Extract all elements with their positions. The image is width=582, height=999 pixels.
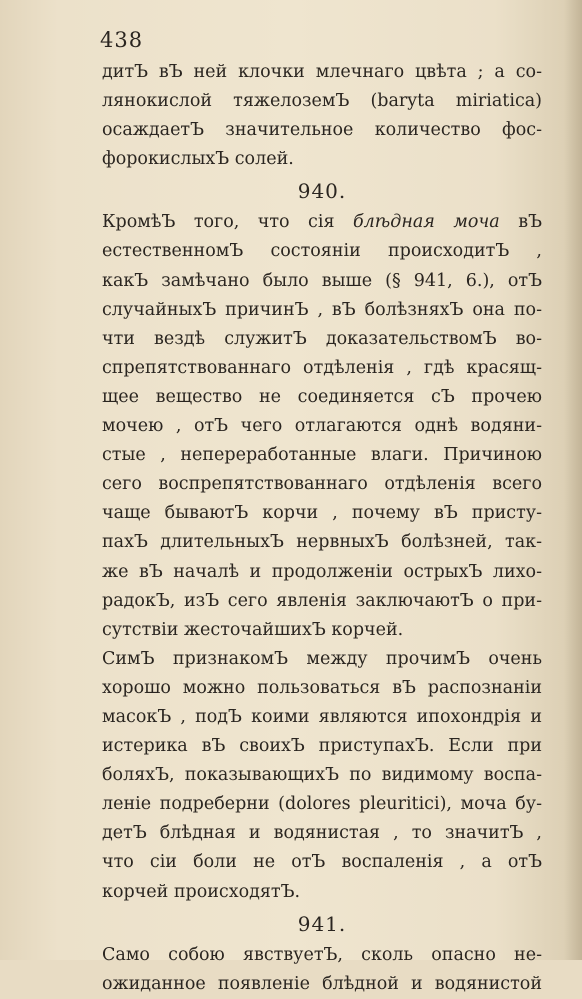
- text-line: осаждаетЪ значительное количество фос-: [102, 120, 542, 141]
- paragraph-3: [102, 645, 542, 907]
- text-line: мочею , отЪ чего отлагаются однѣ водяни-: [102, 416, 542, 437]
- text-line: хорошо можно пользоваться вЪ распознаніи: [102, 677, 542, 698]
- text-line: СимЪ признакомЪ между прочимЪ очень: [102, 648, 542, 669]
- text-line: форокислыхЪ солей.: [102, 149, 294, 170]
- text-line: сутствіи жесточайшихЪ корчей.: [102, 619, 404, 640]
- text-line: радокЪ, изЪ сего явленія заключаютЪ о при-: [102, 590, 542, 611]
- text-line: Само собою явствуетЪ, сколь опасно не-: [102, 944, 542, 965]
- text-line: лянокислой тяжелоземЪ (baryta miriatica): [102, 91, 542, 112]
- text-line: масокЪ , подЪ коими являются ипохондрія и: [102, 706, 542, 727]
- section-number-941: 941.: [297, 911, 347, 936]
- text-line: ожиданное появленіе блѣдной и водянистой: [102, 973, 542, 994]
- paragraph-2: [102, 208, 542, 644]
- text-line: спрепятствованнаго отдѣленія , гдѣ красящ-: [102, 357, 542, 378]
- paragraph-1: [102, 58, 542, 174]
- text-line: чти вездѣ служитЪ доказательствомЪ во-: [102, 328, 542, 349]
- text-line: истерика вЪ своихЪ приступахЪ. Если при: [102, 736, 542, 757]
- page-edge-shadow: [564, 0, 582, 960]
- text-line: боляхЪ, показывающихЪ по видимому воспа-: [102, 765, 542, 786]
- text-line: [102, 208, 542, 237]
- text-line: пахЪ длительныхЪ нервныхЪ болѣзней, так-: [102, 532, 542, 553]
- emphasized-term: блѣдная моча: [352, 212, 500, 233]
- text-line: стые , непереработанные влаги. Причиною: [102, 445, 542, 466]
- text-line: какЪ замѣчано было выше (§ 941, 6.), отЪ: [102, 270, 542, 291]
- text-line: случайныхЪ причинЪ , вЪ болѣзняхЪ она по-: [102, 299, 542, 320]
- text-line: детЪ блѣдная и водянистая , то значитЪ ,: [102, 823, 542, 844]
- text-line: что сіи боли не отЪ воспаленія , а отЪ: [102, 852, 542, 873]
- page-text: [102, 58, 542, 999]
- text-line: естественномЪ состояніи происходитЪ ,: [102, 241, 542, 262]
- text-line: леніе подреберни (dolores pleuritici), моча бу-: [102, 794, 542, 815]
- text-line: корчей происходятЪ.: [102, 881, 301, 902]
- text-line: же вЪ началѣ и продолженіи острыхЪ лихо-: [102, 561, 542, 582]
- page-number: 438: [100, 28, 144, 52]
- text-line: чаще бываютЪ корчи , почему вЪ присту-: [102, 503, 542, 524]
- paragraph-4: [102, 941, 542, 999]
- section-number-940: 940.: [297, 179, 347, 204]
- text-line: щее вещество не соединяется сЪ прочею: [102, 386, 542, 407]
- text-line: сего воспрепятствованнаго отдѣленія всего: [102, 474, 542, 495]
- text-line-end: вЪ: [518, 212, 542, 233]
- text-line: дитЪ вЪ ней клочки млечнаго цвѣта ; а со-: [102, 62, 542, 82]
- text-line-start: КромѣЪ того, что сія: [102, 212, 335, 233]
